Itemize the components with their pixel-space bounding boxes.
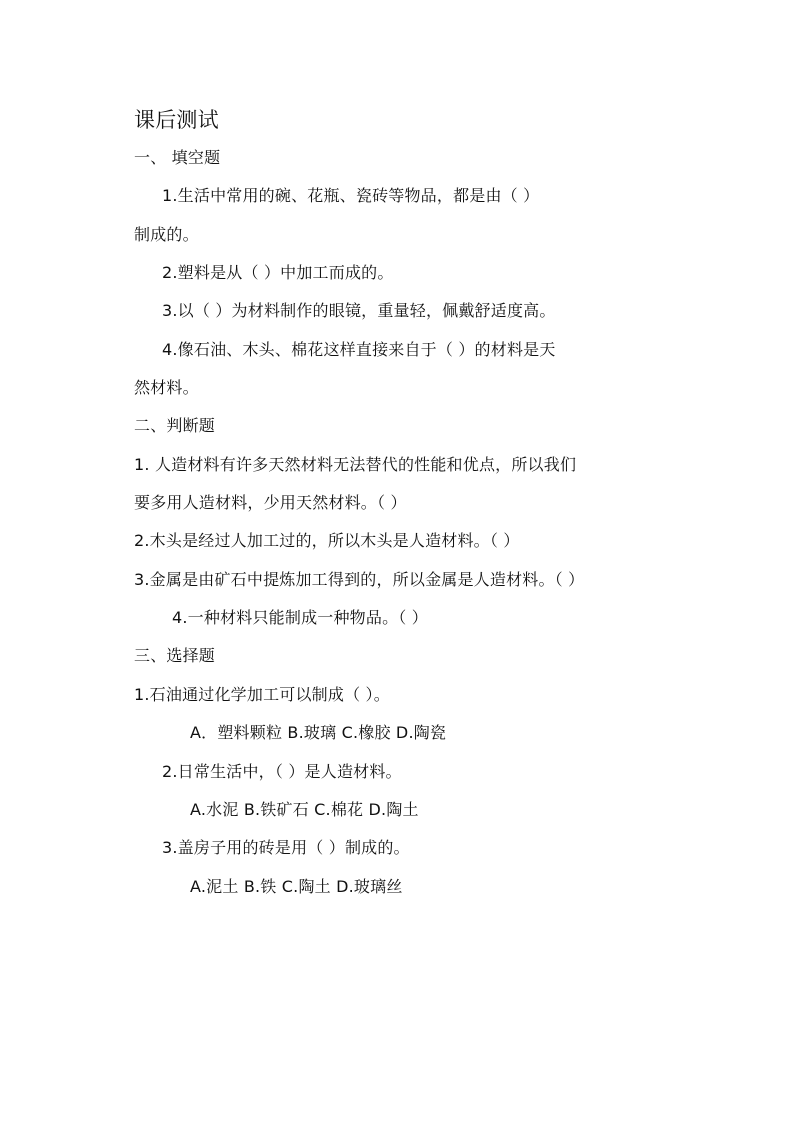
fill-question-4-line-1: 4.像石油、木头、棉花这样直接来自于（ ）的材料是天: [162, 340, 556, 359]
choice-question-1-options: A．塑料颗粒 B.玻璃 C.橡胶 D.陶瓷: [190, 723, 447, 742]
fill-question-1-line-1: 1.生活中常用的碗、花瓶、瓷砖等物品，都是由（ ）: [162, 186, 540, 205]
section-heading-true-false: 二、判断题: [134, 416, 216, 435]
judge-question-3: 3.金属是由矿石中提炼加工得到的，所以金属是人造材料。（ ）: [134, 570, 585, 589]
fill-question-1-line-2: 制成的。: [134, 225, 199, 244]
fill-question-2: 2.塑料是从（ ）中加工而成的。: [162, 263, 394, 282]
choice-question-3-options: A.泥土 B.铁 C.陶土 D.玻璃丝: [190, 877, 403, 896]
choice-question-3: 3.盖房子用的砖是用（ ）制成的。: [162, 838, 410, 857]
judge-question-2: 2.木头是经过人加工过的，所以木头是人造材料。（ ）: [134, 531, 520, 550]
choice-question-2: 2.日常生活中，（ ）是人造材料。: [162, 762, 402, 781]
section-heading-multiple-choice: 三、选择题: [134, 646, 216, 665]
fill-question-3: 3.以（ ）为材料制作的眼镜，重量轻，佩戴舒适度高。: [162, 301, 556, 320]
judge-question-4: 4.一种材料只能制成一种物品。（ ）: [172, 608, 428, 627]
judge-question-1-line-2: 要多用人造材料，少用天然材料。（ ）: [134, 493, 407, 512]
choice-question-2-options: A.水泥 B.铁矿石 C.棉花 D.陶土: [190, 800, 419, 819]
fill-question-4-line-2: 然材料。: [134, 378, 199, 397]
section-heading-fill-in: 一、 填空题: [134, 148, 221, 167]
choice-question-1: 1.石油通过化学加工可以制成（ ）。: [134, 685, 390, 704]
document-title: 课后测试: [134, 108, 219, 132]
judge-question-1-line-1: 1. 人造材料有许多天然材料无法替代的性能和优点，所以我们: [134, 455, 577, 474]
